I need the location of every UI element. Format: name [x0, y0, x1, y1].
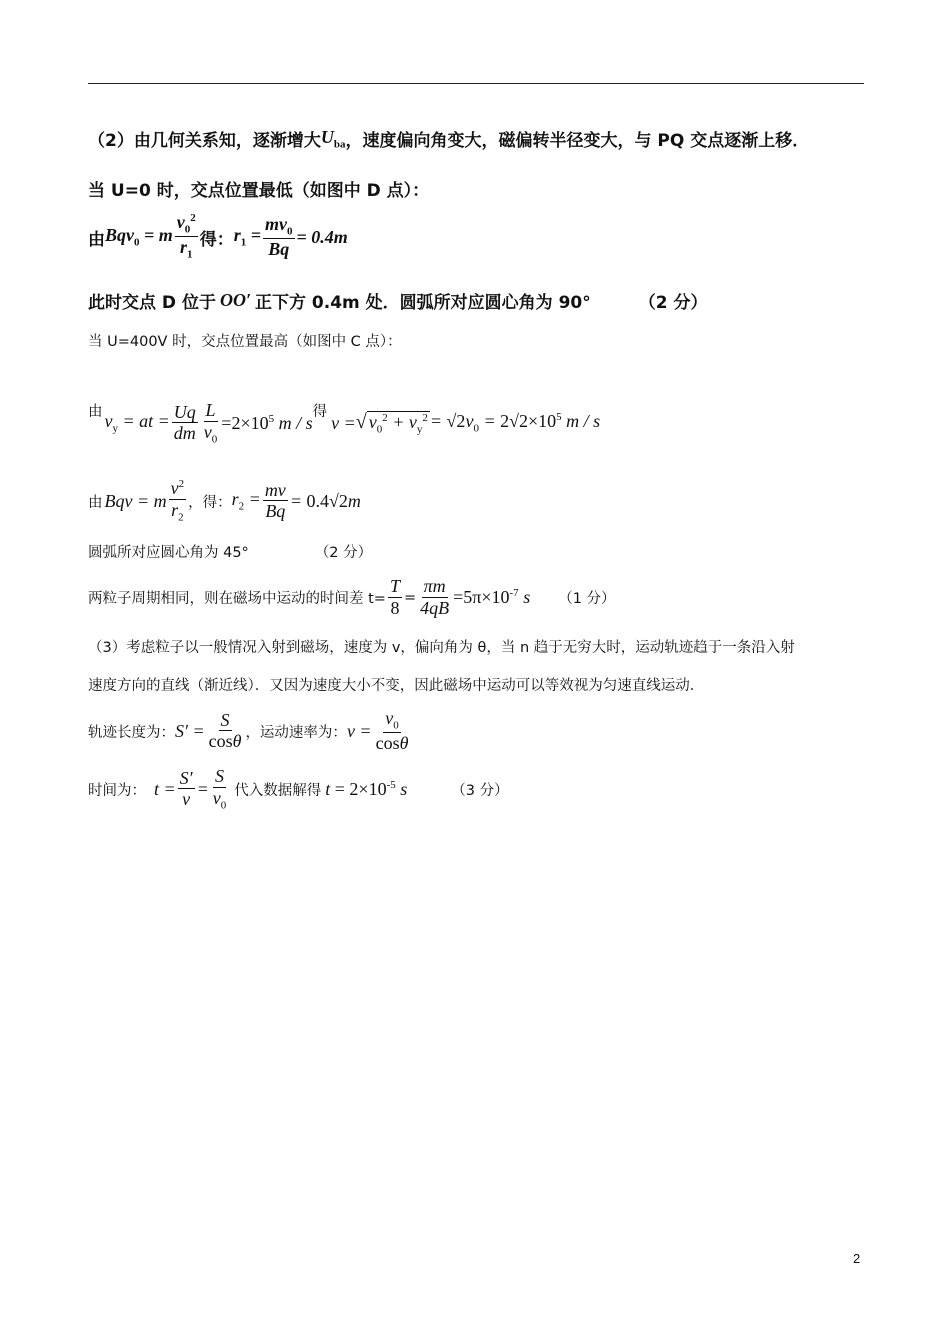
d-point-line: 此时交点 D 位于 OO′ 正下方 0.4m 处．圆弧所对应圆心角为 90° （2 分）	[88, 290, 708, 313]
track-length-line: 轨迹长度为： S′ = $\frac{S}{\cos\theta}$ ，运动速率为： v = $\frac{v_0}{\cos\theta}$	[88, 708, 409, 754]
part2-intro: （2）由几何关系知，逐渐增大 $U_{ba}$ ，速度偏向角变大，磁偏转半径变大，与 PQ 交点逐渐上移．	[88, 126, 810, 151]
equation-radius-2: 由 Bqv = m $\frac{v^2}{r_2}$ ，得： $r_2$ = $\frac{mv}{Bq}$ = 0.4√2m	[88, 478, 361, 524]
page-number: 2	[853, 1251, 861, 1266]
period-line: 两粒子周期相同，则在磁场中运动的时间差 t= $\frac{T}{8}$ = $\frac{\pi m}{4qB}$ $=5\pi\times 10^{-7}$ s （1 分）	[88, 576, 616, 618]
part3-line-1: （3）考虑粒子以一般情况入射到磁场，速度为 v，偏向角为 θ，当 n 趋于无穷大时，运动轨迹趋于一条沿入射	[88, 640, 795, 656]
fraction: $\frac{mv_0}{Bq}$	[265, 213, 293, 259]
time-line: 时间为： t = $\frac{S'}{v}$ = $\frac{S}{v_0}$ 代入数据解得 $t = 2\times 10^{-5}$ s （3 分）	[88, 766, 509, 812]
arc-45-line: 圆弧所对应圆心角为 45° （2 分）	[88, 545, 373, 561]
fraction: $\frac{v_0^2}{r_1}$	[176, 212, 196, 261]
equation-velocity: 由 $v_y$ = at = $\frac{Uq}{dm}$ $\frac{L}{v_0}$ $=2\times 10^5$ m / s 得 v = √ $v_0^2 + v_y^2$ = $√2v_0 = 2√2\times 10^5$ m / s	[88, 400, 601, 446]
part3-line-2: 速度方向的直线（渐近线）．又因为速度大小不变，因此磁场中运动可以等效视为匀速直线运动．	[88, 678, 705, 694]
u400-line: 当 U=400V 时，交点位置最高（如图中 C 点）：	[88, 334, 402, 350]
equation-radius-1: 由 Bqv$_0$ = m $\frac{v_0^2}{r_1}$ 得： $r_1$ = $\frac{mv_0}{Bq}$ = 0.4m	[88, 212, 348, 261]
u0-line: 当 U=0 时，交点位置最低（如图中 D 点）：	[88, 181, 430, 201]
header-rule	[88, 83, 864, 84]
